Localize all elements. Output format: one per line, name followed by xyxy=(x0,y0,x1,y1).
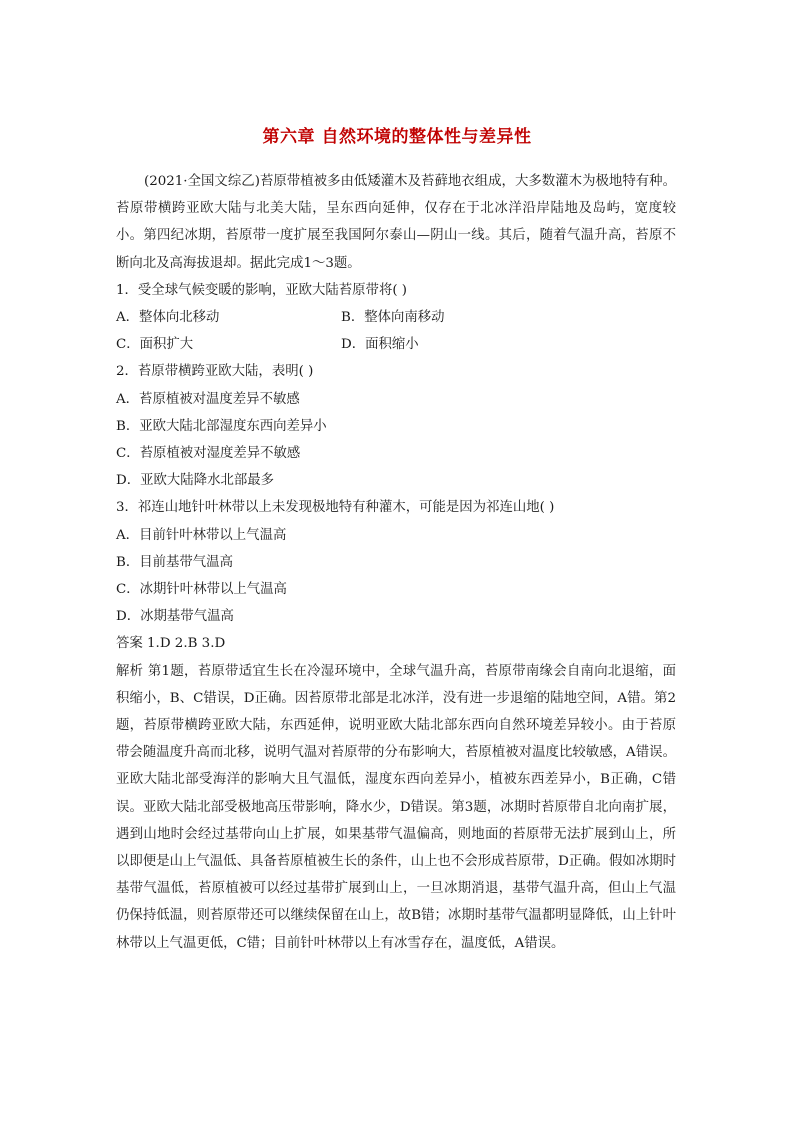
option-b: B．目前基带气温高 xyxy=(116,554,233,570)
question-stem: 3．祁连山地针叶林带以上未发现极地特有种灌木，可能是因为祁连山地( ) xyxy=(116,500,555,516)
option-c: C．面积扩大 xyxy=(116,337,194,353)
option-b: B．亚欧大陆北部湿度东西向差异小 xyxy=(116,418,327,434)
page-title: 第六章 自然环境的整体性与差异性 xyxy=(262,127,532,147)
intro-paragraph: (2021·全国文综乙)苔原带植被多由低矮灌木及苔藓地衣组成，大多数灌木为极地特有种。苔原带横跨亚欧大陆与北美大陆，呈东西向延伸，仅存在于北冰洋沿岸陆地及岛屿，宽度较小。第四纪冰期，苔原带一度扩展至我国阿尔泰山—阴山一线。其后，随着气温升高，苔原不断向北及高海拔退却。据此完成1～3题。 xyxy=(116,174,676,271)
option-a: A．苔原植被对温度差异不敏感 xyxy=(116,391,300,407)
document-body xyxy=(116,168,676,957)
option-a: A．目前针叶林带以上气温高 xyxy=(116,527,287,543)
option-a: A．整体向北移动 xyxy=(116,310,220,326)
option-d: D．冰期基带气温高 xyxy=(116,609,234,625)
option-d: D．面积缩小 xyxy=(341,337,419,353)
question-stem: 1．受全球气候变暖的影响，亚欧大陆苔原带将( ) xyxy=(116,282,408,298)
option-c: C．冰期针叶林带以上气温高 xyxy=(116,582,287,598)
option-c: C．苔原植被对湿度差异不敏感 xyxy=(116,446,301,462)
option-b: B．整体向南移动 xyxy=(341,310,445,326)
question-stem: 2．苔原带横跨亚欧大陆，表明( ) xyxy=(116,364,314,380)
analysis-paragraph: 解析 第1题，苔原带适宜生长在冷湿环境中，全球气温升高，苔原带南缘会自南向北退缩，面积缩小，B、C错误，D正确。因苔原带北部是北冰洋，没有进一步退缩的陆地空间，A错。第2题，苔原带横跨亚欧大陆，东西延伸，说明亚欧大陆北部东西向自然环境差异较小。由于苔原带会随温度升高而北移，说明气温对苔原带的分布影响大，苔原植被对温度比较敏感，A错误。亚欧大陆北部受海洋的影响大且气温低，湿度东西向差异小，植被东西差异小，B正确，C错误。亚欧大陆北部受极地高压带影响，降水少，D错误。第3题，冰期时苔原带自北向南扩展，遇到山地时会经过基带向山上扩展，如果基带气温偏高，则地面的苔原带无法扩展到山上，所以即便是山上气温低、具备苔原植被生长的条件，山上也不会形成苔原带，D正确。假如冰期时基带气温低，苔原植被可以经过基带扩展到山上，一旦冰期消退，基带气温升高，但山上气温仍保持低温，则苔原带还可以继续保留在山上，故B错；冰期时基带气温都明显降低，山上针叶林带以上气温更低，C错；目前针叶林带以上有冰雪存在，温度低，A错误。 xyxy=(116,663,676,951)
question-2 xyxy=(116,358,676,494)
question-3 xyxy=(116,494,676,630)
question-1 xyxy=(116,277,676,359)
answer-line: 答案 1.D 2.B 3.D xyxy=(116,636,226,652)
option-d: D．亚欧大陆降水北部最多 xyxy=(116,473,275,489)
